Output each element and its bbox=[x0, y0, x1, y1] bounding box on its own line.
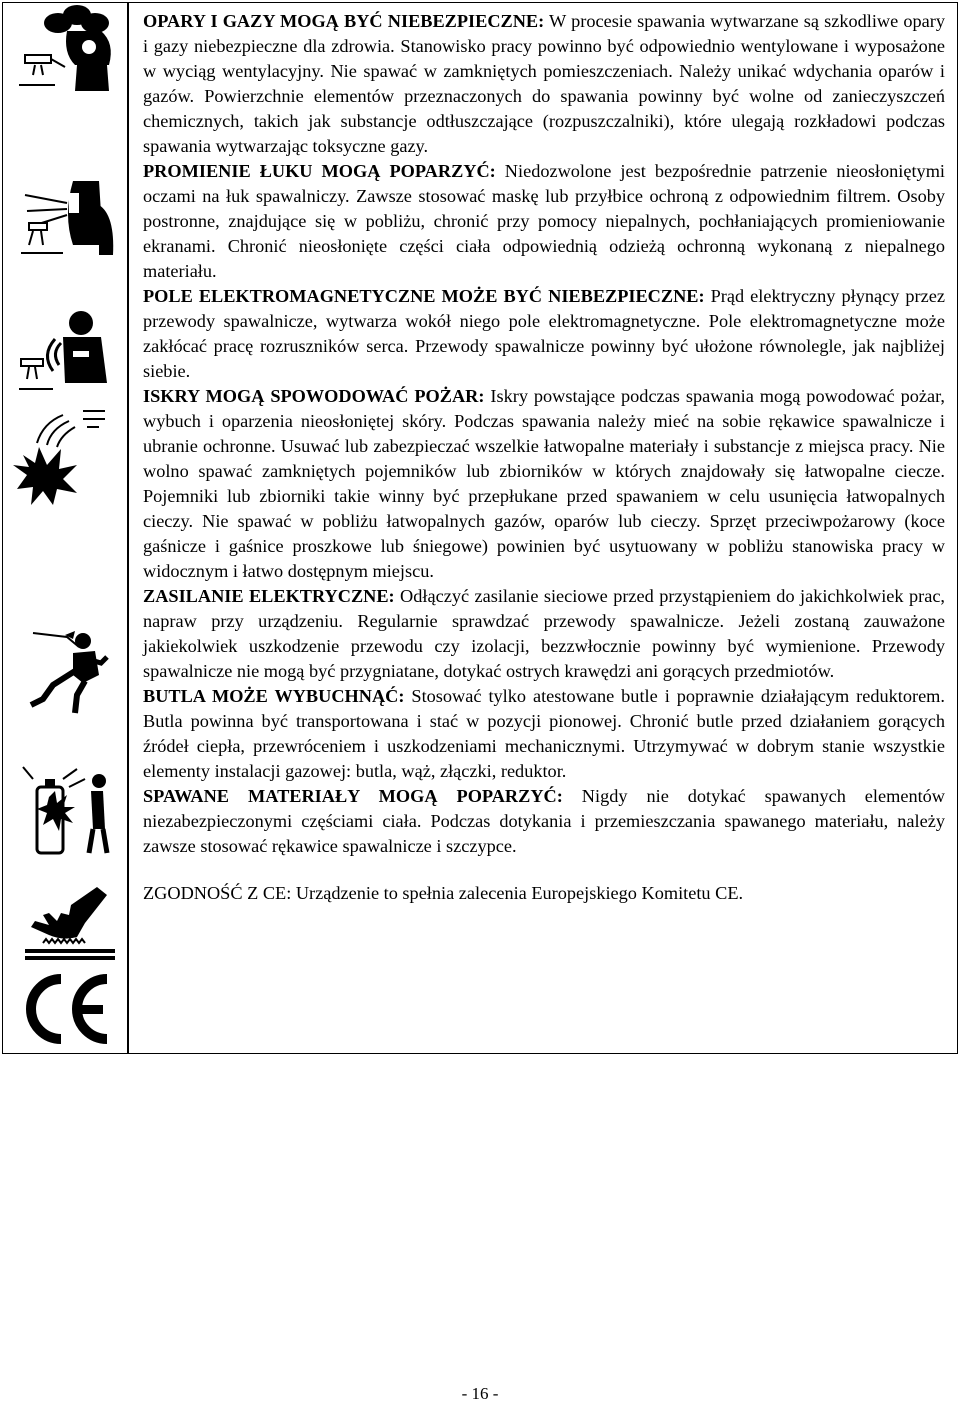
safety-table bbox=[2, 2, 958, 1054]
section-title: SPAWANE MATERIAŁY MOGĄ POPARZYĆ: bbox=[143, 786, 563, 806]
section-text: Iskry powstające podczas spawania mogą powodować pożar, wybuch i oparzenia nieosłoniętej skóry. Podczas spawania należy mieć na sobie rękawice spawalnicze i ubranie ochronne. Usuwać lub zabezpieczać wszelkie łatwopalne materiały i substancje z miejsca pracy. Nie wolno spawać zamkniętych pojemników lub zbiorników w których znajdowały się łatwopalne ciecze. Pojemniki lub zbiorniki takie winny być przepłukane przed spawaniem w celu usunięcia łatwopalnych cieczy. Nie spawać w pobliżu łatwopalnych gazów, oparów lub cieczy. Sprzęt przeciwpożarowy (koce gaśnicze i gaśnice proszkowe lub śniegowe) powinien być usytuowany w pobliżu stanowiska pracy w widocznym i łatwo dostępnym miejscu. bbox=[143, 386, 945, 581]
sparks-fire-section bbox=[143, 384, 945, 584]
hot-materials-section bbox=[143, 784, 945, 859]
section-title: POLE ELEKTROMAGNETYCZNE MOŻE BYĆ NIEBEZPIECZNE: bbox=[143, 286, 705, 306]
ce-mark-icon bbox=[3, 965, 127, 1053]
table-row bbox=[3, 3, 958, 1054]
electric-shock-icon bbox=[3, 627, 127, 717]
page-number: - 16 - bbox=[461, 1384, 499, 1403]
section-text: Odłączyć zasilanie sieciowe przed przystąpieniem do jakichkolwiek prac, napraw przy urządzeniu. Regularnie sprawdzać przewody spawalnicze. Jeżeli zostaną zauważone jakiekolwiek uszkodzenie przewodu czy izolacji, bezzwłocznie powinny być wymienione. Przewody spawalnicze nie mogą być przygniatane, dotykać ostrych krawędzi ani gorących przedmiotów. bbox=[143, 586, 945, 681]
section-title: ZASILANIE ELEKTRYCZNE: bbox=[143, 586, 395, 606]
electromagnetic-field-icon bbox=[3, 303, 127, 403]
section-text: Prąd elektryczny płynący przez przewody spawalnicze, wytwarza wokół niego pole elektromagnetyczne. Pole elektromagnetyczne może zakłócać pracę rozruszników serca. Przewody spawalnicze powinny być ułożone równolegle, jak najbliżej siebie. bbox=[143, 286, 945, 381]
section-title: PROMIENIE ŁUKU MOGĄ POPARZYĆ: bbox=[143, 161, 496, 181]
fumes-gases-icon bbox=[3, 3, 127, 93]
section-text: W procesie spawania wytwarzane są szkodliwe opary i gazy niebezpieczne dla zdrowia. Stanowisko pracy powinno być odpowiednio wentylowane i wyposażone w wyciąg wentylacyjny. Nie spawać w zamkniętych pomieszczeniach. Należy unikać wdychania oparów i gazów. Powierzchnie elementów przeznaczonych do spawania powinny być wolne od zanieczyszczeń chemicznych, takich jak substancje odtłuszczające (rozpuszczalniki), które ulegają rozkładowi podczas spawania wytwarzając toksyczne gazy. bbox=[143, 11, 946, 156]
section-title: OPARY I GAZY MOGĄ BYĆ NIEBEZPIECZNE: bbox=[143, 11, 545, 31]
section-text: Niedozwolone jest bezpośrednie patrzenie nieosłoniętymi oczami na łuk spawalniczy. Zawsze stosować maskę lub przyłbice ochroną z odpowiednim filtrem. Osoby postronne, znajdujące się w pobliżu, chronić przy pomocy niepalnych, pochłaniających promieniowanie ekranami. Chronić nieosłonięte części ciała odpowiednią odzieżą ochronną wykonaną z niepalnego materiału. bbox=[143, 161, 946, 281]
welding-helmet-icon bbox=[3, 175, 127, 275]
section-text: Stosować tylko atestowane butle i poprawnie działającym reduktorem. Butla powinna być transportowana i stać w pozycji pionowej. Chronić butle przed działaniem gorących źródeł ciepła, przewróceniem i uszkodzeniami mechanicznymi. Utrzymywać w dobrym stanie wszystkie elementy instalacji gazowej: butla, wąż, złączki, reduktor. bbox=[143, 686, 945, 781]
hot-surface-hand-icon bbox=[3, 883, 127, 963]
ce-compliance-text: ZGODNOŚĆ Z CE: Urządzenie to spełnia zalecenia Europejskiego Komitetu CE. bbox=[143, 883, 744, 903]
text-column bbox=[128, 3, 958, 1054]
fumes-gases-section bbox=[143, 9, 945, 159]
cylinder-explosion-icon bbox=[3, 757, 127, 857]
power-supply-section bbox=[143, 584, 945, 684]
electromagnetic-section bbox=[143, 284, 945, 384]
section-title: ISKRY MOGĄ SPOWODOWAĆ POŻAR: bbox=[143, 386, 485, 406]
cylinder-section bbox=[143, 684, 945, 784]
arc-rays-section bbox=[143, 159, 945, 284]
section-text: Nigdy nie dotykać spawanych elementów niezabezpieczonymi częściami ciała. Podczas dotykania i przemieszczania spawanego materiału, należy zawsze stosować rękawice spawalnicze i szczypce. bbox=[143, 786, 946, 856]
section-title: BUTLA MOŻE WYBUCHNĄĆ: bbox=[143, 686, 405, 706]
sparks-explosion-icon bbox=[3, 407, 127, 507]
icon-column bbox=[3, 3, 129, 1054]
